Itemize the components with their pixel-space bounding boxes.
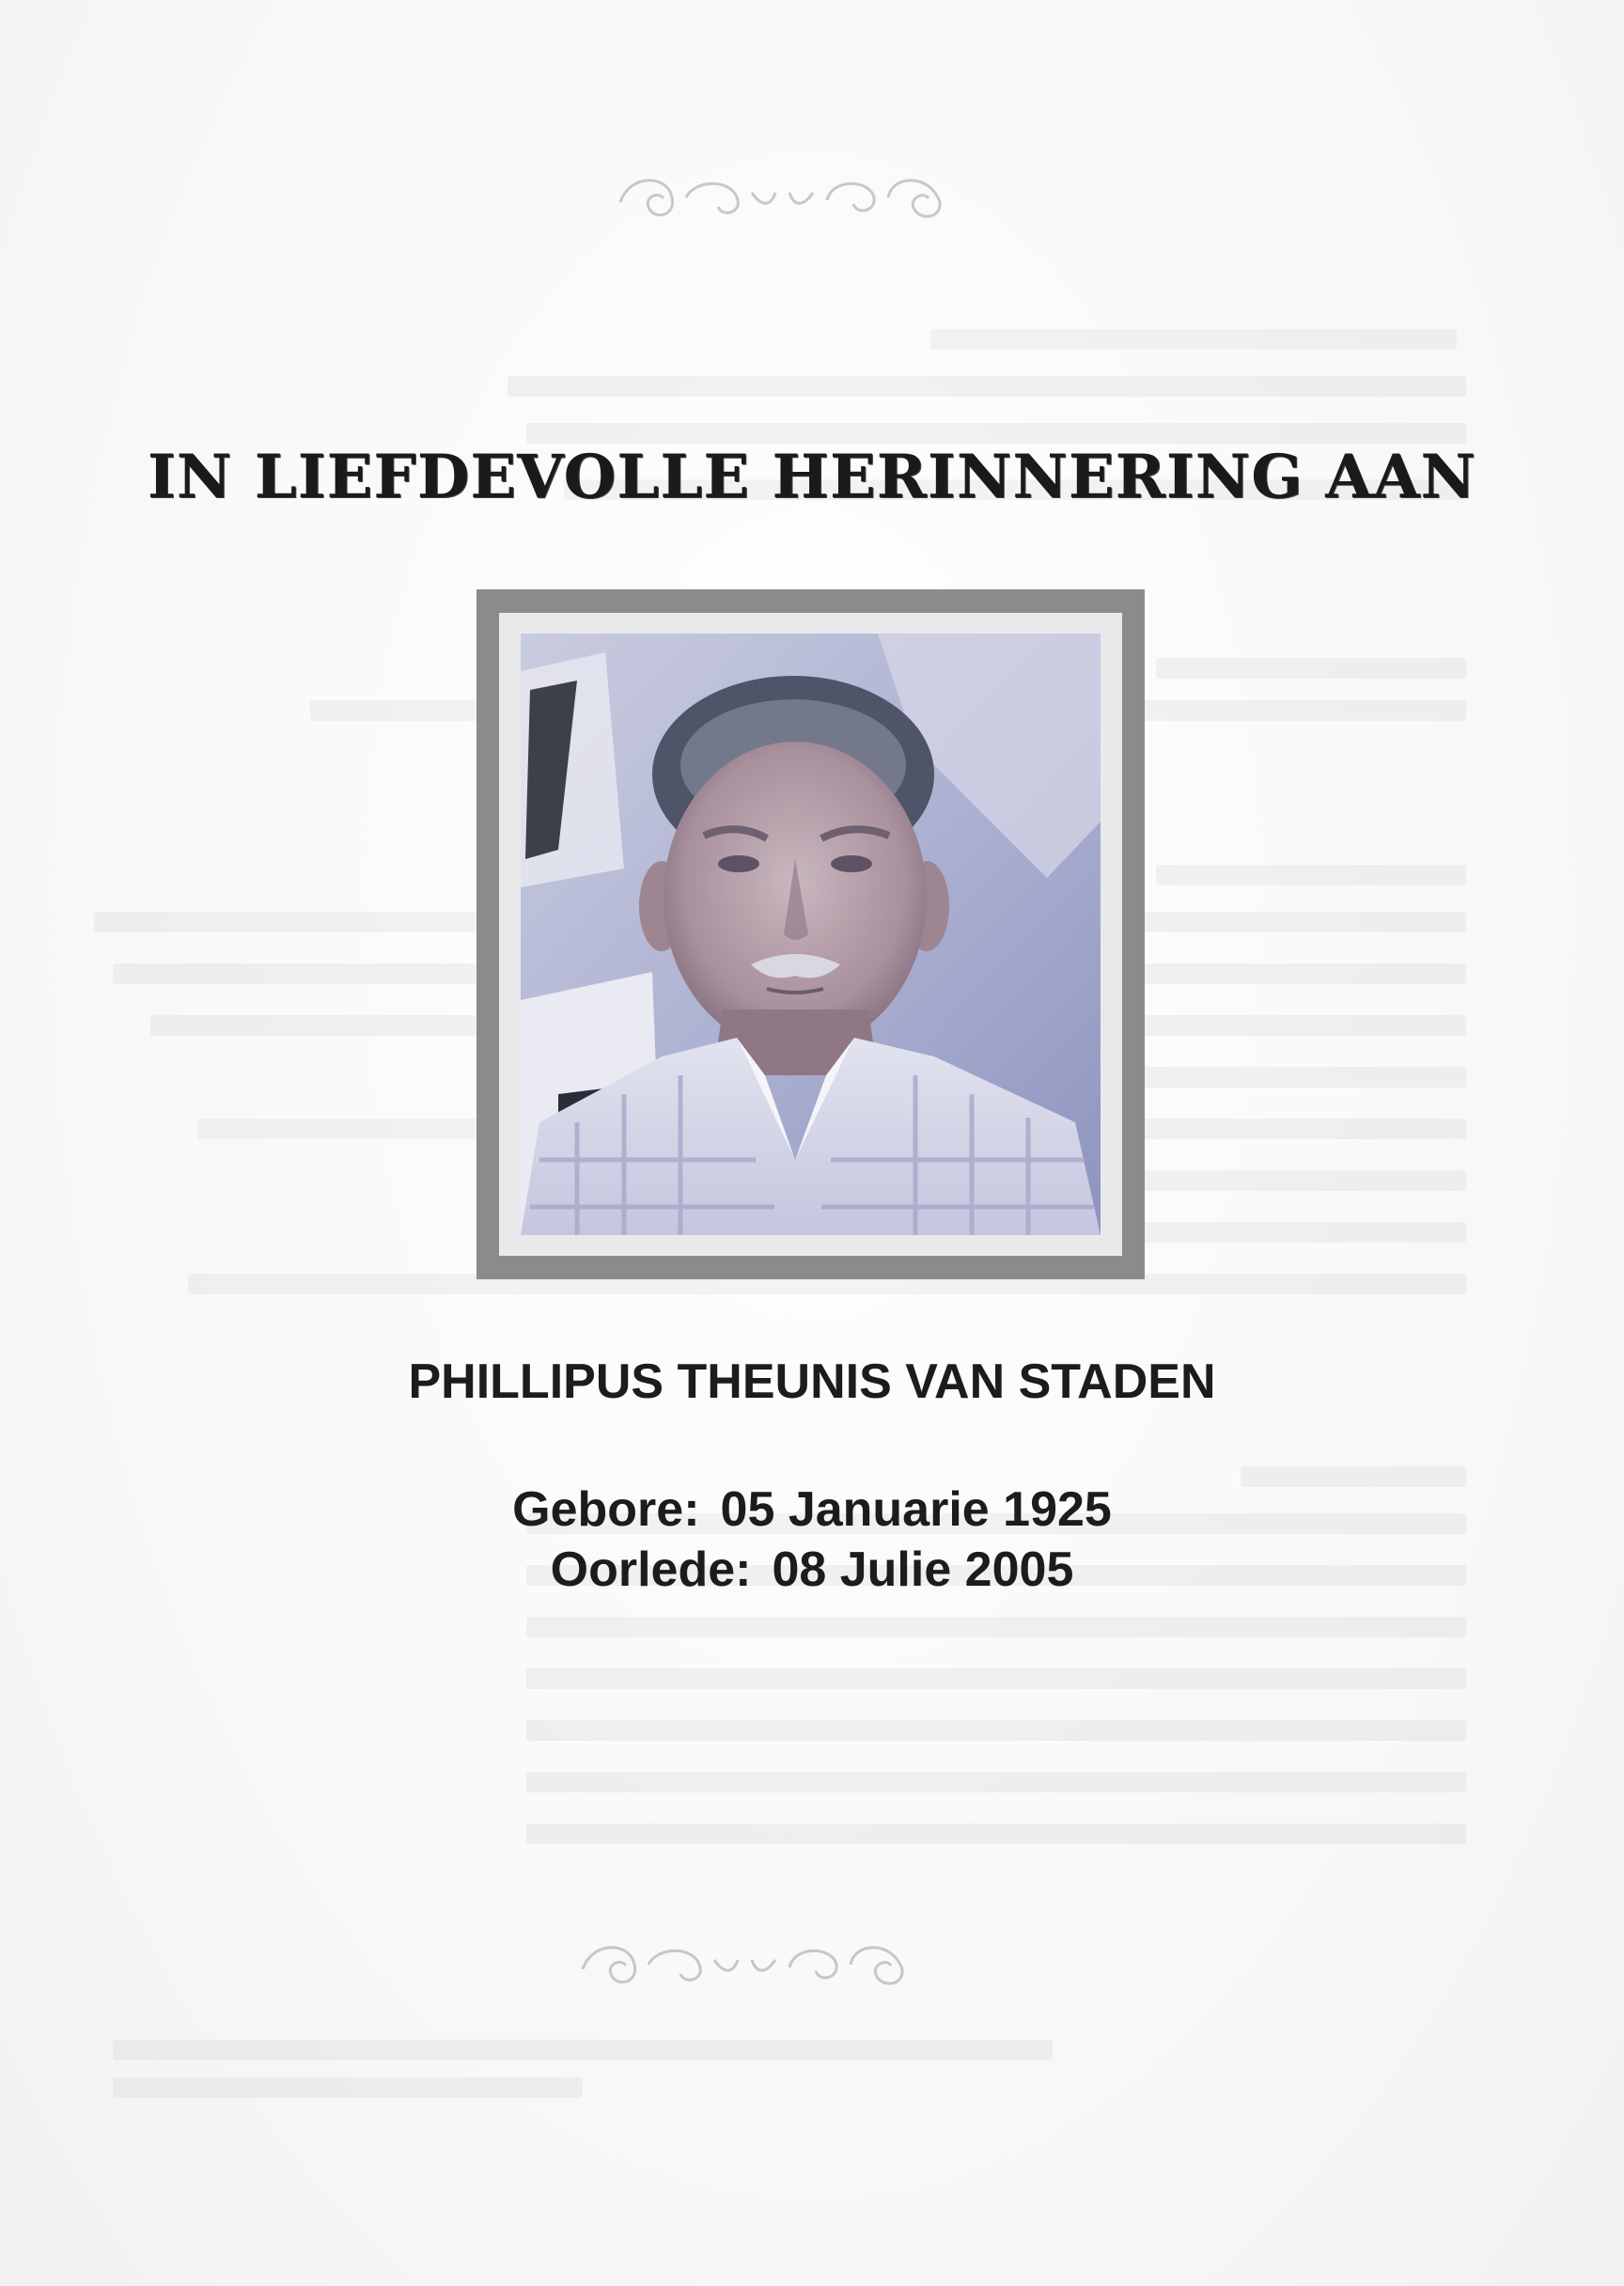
deceased-name: PHILLIPUS THEUNIS VAN STADEN — [408, 1354, 1216, 1409]
portrait-mat — [499, 613, 1122, 1256]
death-date: 08 Julie 2005 — [772, 1542, 1074, 1597]
portrait-photo — [521, 634, 1101, 1235]
portrait-frame — [476, 589, 1145, 1279]
portrait-image — [521, 634, 1101, 1235]
birth-row — [0, 1480, 1624, 1540]
birth-date: 05 Januarie 1925 — [720, 1482, 1112, 1537]
memorial-heading: IN LIEFDEVOLLE HERINNERING AAN — [147, 442, 1477, 512]
life-dates — [0, 1480, 1624, 1600]
birth-label: Gebore: — [512, 1482, 700, 1537]
death-label: Oorlede: — [550, 1542, 752, 1597]
scroll-ornament-icon — [564, 1922, 921, 1997]
scroll-ornament-icon — [601, 155, 959, 230]
death-row — [0, 1540, 1624, 1600]
